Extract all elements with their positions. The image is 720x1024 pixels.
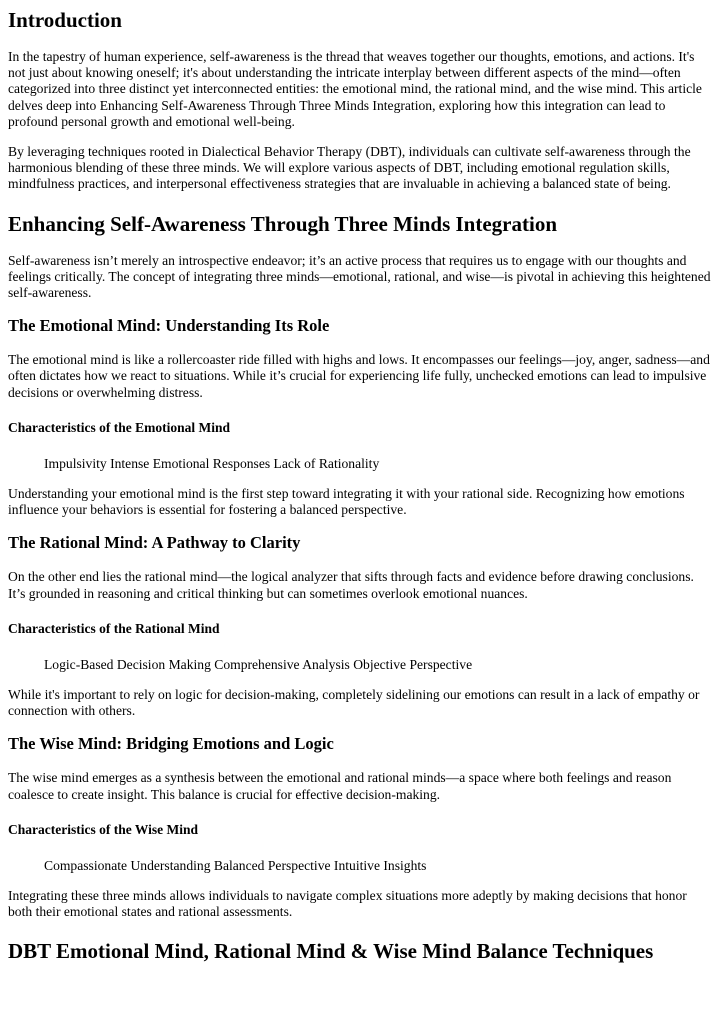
emotional-mind-paragraph-2: Understanding your emotional mind is the first step toward integrating it with your rational side. Recognizing how emotions influence your behaviors is essential for fostering a balanced perspective. (8, 486, 685, 518)
integration-heading: Enhancing Self-Awareness Through Three Minds Integration (8, 211, 558, 236)
emotional-mind-paragraph-1: The emotional mind is like a rollercoaster ride filled with highs and lows. It encompasses our feelings—joy, anger, sadness—and often dictates how we react to situations. While it’s crucial for experiencing life fully, unchecked emotions can lead to impulsive decisions or overwhelming distress. (8, 352, 710, 400)
intro-paragraph-1: In the tapestry of human experience, self-awareness is the thread that weaves together our thoughts, emotions, and actions. It's not just about knowing oneself; it's about understanding the intricate interplay between different aspects of the mind—often categorized into three distinct yet interconnected entities: the emotional mind, the rational mind, and the wise mind. This article delves deep into Enhancing Self-Awareness Through Three Minds Integration, exploring how this integration can lead to profound personal growth and emotional well-being. (8, 49, 702, 129)
integration-paragraph: Self-awareness isn’t merely an introspective endeavor; it’s an active process that requires us to engage with our thoughts and feelings critically. The concept of integrating three minds—emotional, rational, and wise—is pivotal in achieving this heightened self-awareness. (8, 252, 711, 301)
wise-mind-paragraph-1: The wise mind emerges as a synthesis between the emotional and rational minds—a space where both feelings and reason coalesce to create insight. This balance is crucial for effective decision-making. (8, 770, 672, 802)
emotional-mind-heading: The Emotional Mind: Understanding Its Role (8, 316, 330, 336)
rational-mind-heading: The Rational Mind: A Pathway to Clarity (8, 533, 301, 553)
introduction-heading: Introduction (8, 8, 122, 32)
rational-mind-paragraph-2: While it's important to rely on logic for decision-making, completely sidelining our emotions can result in a lack of empathy or connection with others. (8, 687, 700, 719)
wise-mind-characteristics-list: Compassionate Understanding Balanced Perspective Intuitive Insights (44, 857, 427, 873)
wise-mind-characteristics-heading: Characteristics of the Wise Mind (8, 821, 198, 837)
rational-mind-characteristics-heading: Characteristics of the Rational Mind (8, 620, 220, 636)
techniques-heading: DBT Emotional Mind, Rational Mind & Wise Mind Balance Techniques (8, 939, 654, 964)
emotional-mind-characteristics-heading: Characteristics of the Emotional Mind (8, 419, 230, 435)
emotional-mind-characteristics-list: Impulsivity Intense Emotional Responses Lack of Rationality (44, 455, 380, 471)
wise-mind-paragraph-2: Integrating these three minds allows individuals to navigate complex situations more adeptly by making decisions that honor both their emotional states and rational assessments. (8, 888, 687, 920)
wise-mind-heading: The Wise Mind: Bridging Emotions and Logic (8, 734, 334, 754)
article (0, 7, 720, 964)
rational-mind-paragraph-1: On the other end lies the rational mind—the logical analyzer that sifts through facts and evidence before drawing conclusions. It’s grounded in reasoning and critical thinking but can sometimes overlook emotional nuances. (8, 569, 694, 601)
rational-mind-characteristics-list: Logic-Based Decision Making Comprehensive Analysis Objective Perspective (44, 656, 473, 672)
intro-paragraph-2: By leveraging techniques rooted in Dialectical Behavior Therapy (DBT), individuals can cultivate self-awareness through the harmonious blending of these three minds. We will explore various aspects of DBT, including emotional regulation skills, mindfulness practices, and interpersonal effectiveness strategies that are invaluable in achieving a balanced state of being. (8, 144, 691, 192)
